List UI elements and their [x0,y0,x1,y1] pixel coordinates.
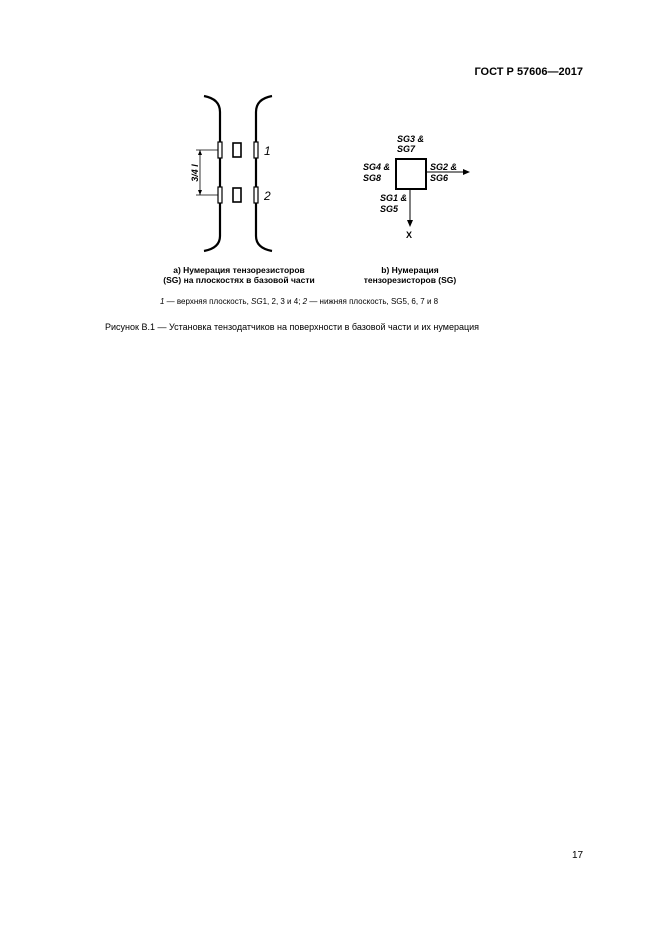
label-sg3: SG3 & [397,134,425,144]
gauge-right-top [254,142,258,158]
axis-y-arrowhead [463,169,470,175]
legend-sg: SG [251,297,263,306]
legend-n1: 1 [160,297,165,306]
label-2: 2 [264,189,271,203]
gauge-center-bottom [233,188,241,202]
figure-title: Рисунок В.1 — Установка тензодатчиков на поверхности в базовой части и их нумерация [105,322,480,332]
dim-arrow-bottom [198,190,202,195]
label-1: 1 [264,144,271,158]
gauge-square [396,159,426,189]
diagram-b [363,134,470,240]
caption-b-line1: b) Нумерация [381,265,439,275]
caption-a-line1: a) Нумерация тензорезисторов [173,265,305,275]
dim-arrow-top [198,150,202,155]
right-wall-curve [256,96,272,251]
caption-a-line2: (SG) на плоскостях в базовой части [163,275,315,285]
dimension-label: 3/4 l [190,164,200,182]
label-sg6: SG6 [430,173,449,183]
page-number: 17 [572,850,584,861]
legend-n2: 2 [302,297,308,306]
axis-x-arrowhead [407,220,413,227]
document-header: ГОСТ Р 57606—2017 [474,66,583,78]
gauge-left-top [218,142,222,158]
label-sg1: SG1 & [380,193,408,203]
legend-text3: — нижняя плоскость, SG5, 6, 7 и 8 [307,297,439,306]
gauge-center-top [233,143,241,157]
label-sg5: SG5 [380,204,399,214]
caption-b-line2: тензорезисторов (SG) [363,275,457,285]
gauge-right-bottom [254,187,258,203]
diagram-a [190,96,272,251]
axis-x-label: X [406,230,413,240]
label-sg8: SG8 [363,173,382,183]
label-sg7: SG7 [397,144,416,154]
legend-text2: 1, 2, 3 и 4; [262,297,303,306]
caption-b [350,265,470,285]
left-wall-curve [204,96,220,251]
caption-a [155,265,323,285]
legend-text1: — верхняя плоскость, [164,297,252,306]
figure-legend [160,297,438,306]
label-sg2: SG2 & [430,162,458,172]
gauge-left-bottom [218,187,222,203]
label-sg4: SG4 & [363,162,391,172]
